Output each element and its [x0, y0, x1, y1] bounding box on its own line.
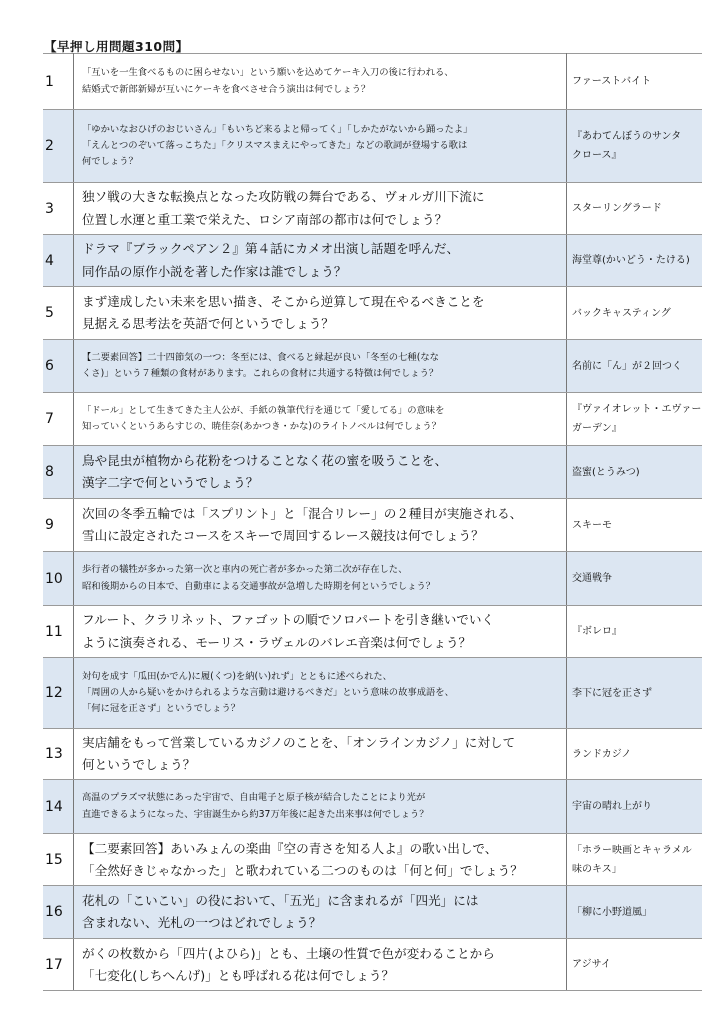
question-line: がくの枚数から「四片(よひら)」とも、土壌の性質で色が変わることから [82, 945, 495, 961]
answer-cell [567, 235, 703, 287]
answer-text: 『あわてんぼうのサンタ [572, 131, 682, 142]
question-number: 9 [43, 499, 74, 552]
question-text [74, 499, 567, 552]
question-line: 結婚式で新郎新婦が互いにケーキを食べさせ合う演出は何でしょう？ [82, 83, 371, 95]
question-line: 花札の「こいこい」の役において、「五光」に含まれるが「四光」には [82, 893, 479, 909]
question-line: 独ソ戦の大きな転換点となった攻防戦の舞台である、ヴォルガ川下流に [82, 189, 485, 205]
question-line: 同作品の原作小説を著した作家は誰でしょう？ [82, 263, 347, 279]
question-table [43, 53, 702, 991]
question-line: 高温のプラズマ状態にあった宇宙で、自由電子と原子核が結合したことにより光が [82, 792, 426, 804]
question-number: 3 [43, 183, 74, 235]
answer-text: 海堂尊(かいどう・たける) [572, 255, 690, 266]
question-number: 6 [43, 340, 74, 393]
question-number: 8 [43, 446, 74, 499]
question-row [43, 552, 702, 606]
question-text [74, 780, 567, 834]
answer-text: 宇宙の晴れ上がり [572, 801, 652, 813]
question-line: 「ドール」として生きてきた主人公が、手紙の執筆代行を通じて「愛してる」の意味を [82, 404, 445, 416]
question-line: 【二要素回答】あいみょんの楽曲『空の青さを知る人よ』の歌い出しで、 [82, 840, 498, 856]
question-number: 4 [43, 235, 74, 287]
question-line: 「七変化(しちへんげ)」とも呼ばれる花は何でしょう？ [82, 967, 395, 983]
answer-cell [567, 939, 703, 991]
answer-cell [567, 606, 703, 658]
answer-cell [567, 446, 703, 499]
question-line: 昭和後期からの日本で、自動車による交通事故が急増した時期を何というでしょう？ [82, 580, 436, 592]
question-number: 13 [43, 729, 74, 780]
question-number: 5 [43, 287, 74, 340]
question-text [74, 235, 567, 287]
question-text [74, 110, 567, 183]
question-line: 位置し水運と重工業で栄えた、ロシア南部の都市は何でしょう？ [82, 211, 448, 227]
question-number: 2 [43, 110, 74, 183]
answer-text: スターリングラード [572, 203, 662, 214]
question-text [74, 939, 567, 991]
question-line: 含まれない、光札の一つはどれでしょう？ [82, 915, 322, 931]
question-line: 【二要素回答】二十四節気の一つ：冬至には、食べると縁起が良い「冬至の七種(なな [82, 351, 439, 363]
question-number: 17 [43, 939, 74, 991]
question-row [43, 658, 702, 729]
answer-text: 李下に冠を正さず [572, 687, 652, 699]
answer-text: 名前に「ん」が２回つく [572, 360, 682, 372]
answer-cell [567, 110, 703, 183]
answer-text: 交通戦争 [572, 573, 612, 584]
answer-text: スキーモ [572, 519, 612, 531]
question-number: 1 [43, 54, 74, 110]
answer-text: ランドカジノ [572, 748, 632, 760]
question-row [43, 606, 702, 658]
answer-cell [567, 729, 703, 780]
answer-text: 盗蜜(とうみつ) [572, 466, 640, 478]
question-text [74, 54, 567, 110]
question-line: 雪山に設定されたコースをスキーで周回するレース競技は何でしょう？ [82, 528, 484, 543]
question-text [74, 834, 567, 886]
question-number: 11 [43, 606, 74, 658]
answer-cell [567, 658, 703, 729]
question-text [74, 183, 567, 235]
answer-text: 『ヴァイオレット・エヴァー [572, 404, 702, 415]
question-line: 次回の冬季五輪では「スプリント」と「混合リレー」の２種目が実施される、 [82, 505, 523, 521]
question-text [74, 446, 567, 499]
question-text [74, 886, 567, 939]
question-row [43, 729, 702, 780]
answer-text: 『ボレロ』 [572, 626, 622, 637]
answer-cell [567, 54, 703, 110]
question-text [74, 552, 567, 606]
question-line: 「互いを一生食べるものに困らせない」という願いを込めてケーキ入刀の後に行われる、 [82, 67, 454, 79]
question-line: 「えんとつのぞいて落っこちた」「クリスマスまえにやってきた」などの歌詞が登場する歌は [82, 139, 468, 151]
answer-text: 「柳に小野道風」 [572, 906, 652, 918]
question-line: 「周囲の人から疑いをかけられるような言動は避けるべきだ」という意味の故事成語を、 [82, 686, 454, 698]
question-row [43, 446, 702, 499]
question-row [43, 340, 702, 393]
answer-cell [567, 552, 703, 606]
question-number: 14 [43, 780, 74, 834]
question-line: 「何に冠を正さず」というでしょう？ [82, 703, 241, 715]
question-line: フルート、クラリネット、ファゴットの順でソロパートを引き継いでいく [82, 612, 495, 628]
question-line: 鳥や昆虫が植物から花粉をつけることなく花の蜜を吸うことを、 [82, 452, 448, 468]
question-row [43, 110, 702, 183]
question-line: 対句を成す「瓜田(かでん)に履(くつ)を納(い)れず」とともに述べられた、 [82, 670, 392, 682]
question-line: ドラマ『ブラックペアン２』第４話にカメオ出演し話題を呼んだ、 [82, 241, 460, 257]
question-line: くさ)」という７種類の食材があります。これらの食材に共通する特徴は何でしょう？ [82, 368, 439, 379]
question-row [43, 939, 702, 991]
question-number: 7 [43, 393, 74, 446]
question-text [74, 729, 567, 780]
question-number: 10 [43, 552, 74, 606]
question-line: 歩行者の犠牲が多かった第一次と車内の死亡者が多かった第二次が存在した、 [82, 564, 408, 576]
question-line: 何というでしょう？ [82, 757, 196, 773]
answer-cell [567, 393, 703, 446]
question-row [43, 834, 702, 886]
document-title: 【早押し用問題310問】 [44, 39, 189, 54]
question-row [43, 886, 702, 939]
question-row [43, 235, 702, 287]
answer-text: 「ホラー映画とキャラメル [572, 844, 692, 856]
answer-text: ファーストバイト [572, 76, 652, 87]
question-text [74, 287, 567, 340]
question-text [74, 658, 567, 729]
question-row [43, 287, 702, 340]
question-line: 直進できるようになった、宇宙誕生から約37万年後に起きた出来事は何でしょう？ [82, 808, 429, 820]
answer-cell [567, 183, 703, 235]
question-line: 「ゆかいなおひげのおじいさん」「もいちど来るよと帰ってく」「しかたがないから踊ったよ」 [82, 123, 473, 135]
question-number: 12 [43, 658, 74, 729]
question-line: 何でしょう？ [82, 156, 138, 168]
answer-cell [567, 886, 703, 939]
answer-text: クロース』 [572, 150, 622, 161]
answer-cell [567, 287, 703, 340]
question-row [43, 183, 702, 235]
question-row [43, 393, 702, 446]
answer-text: 味のキス」 [572, 863, 622, 875]
question-number: 15 [43, 834, 74, 886]
answer-cell [567, 499, 703, 552]
question-line: 「全然好きじゃなかった」と歌われている二つのものは「何と何」でしょう？ [82, 862, 523, 878]
question-number: 16 [43, 886, 74, 939]
answer-cell [567, 340, 703, 393]
question-line: ように演奏される、モーリス・ラヴェルのバレエ音楽は何でしょう？ [82, 634, 472, 650]
answer-text: ガーデン』 [572, 423, 622, 434]
question-row [43, 54, 702, 110]
question-text [74, 606, 567, 658]
question-line: 見据える思考法を英語で何というでしょう？ [82, 316, 334, 331]
answer-text: バックキャスティング [572, 307, 671, 319]
answer-cell [567, 834, 703, 886]
question-row [43, 780, 702, 834]
question-line: 漢字二字で何というでしょう？ [82, 475, 259, 490]
question-text [74, 393, 567, 446]
answer-cell [567, 780, 703, 834]
answer-text: アジサイ [572, 959, 611, 971]
question-line: まず達成したい未来を思い描き、そこから逆算して現在やるべきことを [82, 293, 485, 309]
question-line: 知っていくというあらすじの、暁佳奈(あかつき・かな)のライトノベルは何でしょう？ [82, 421, 441, 432]
question-text [74, 340, 567, 393]
question-line: 実店舗をもって営業しているカジノのことを、「オンラインカジノ」に対して [82, 735, 516, 750]
question-row [43, 499, 702, 552]
